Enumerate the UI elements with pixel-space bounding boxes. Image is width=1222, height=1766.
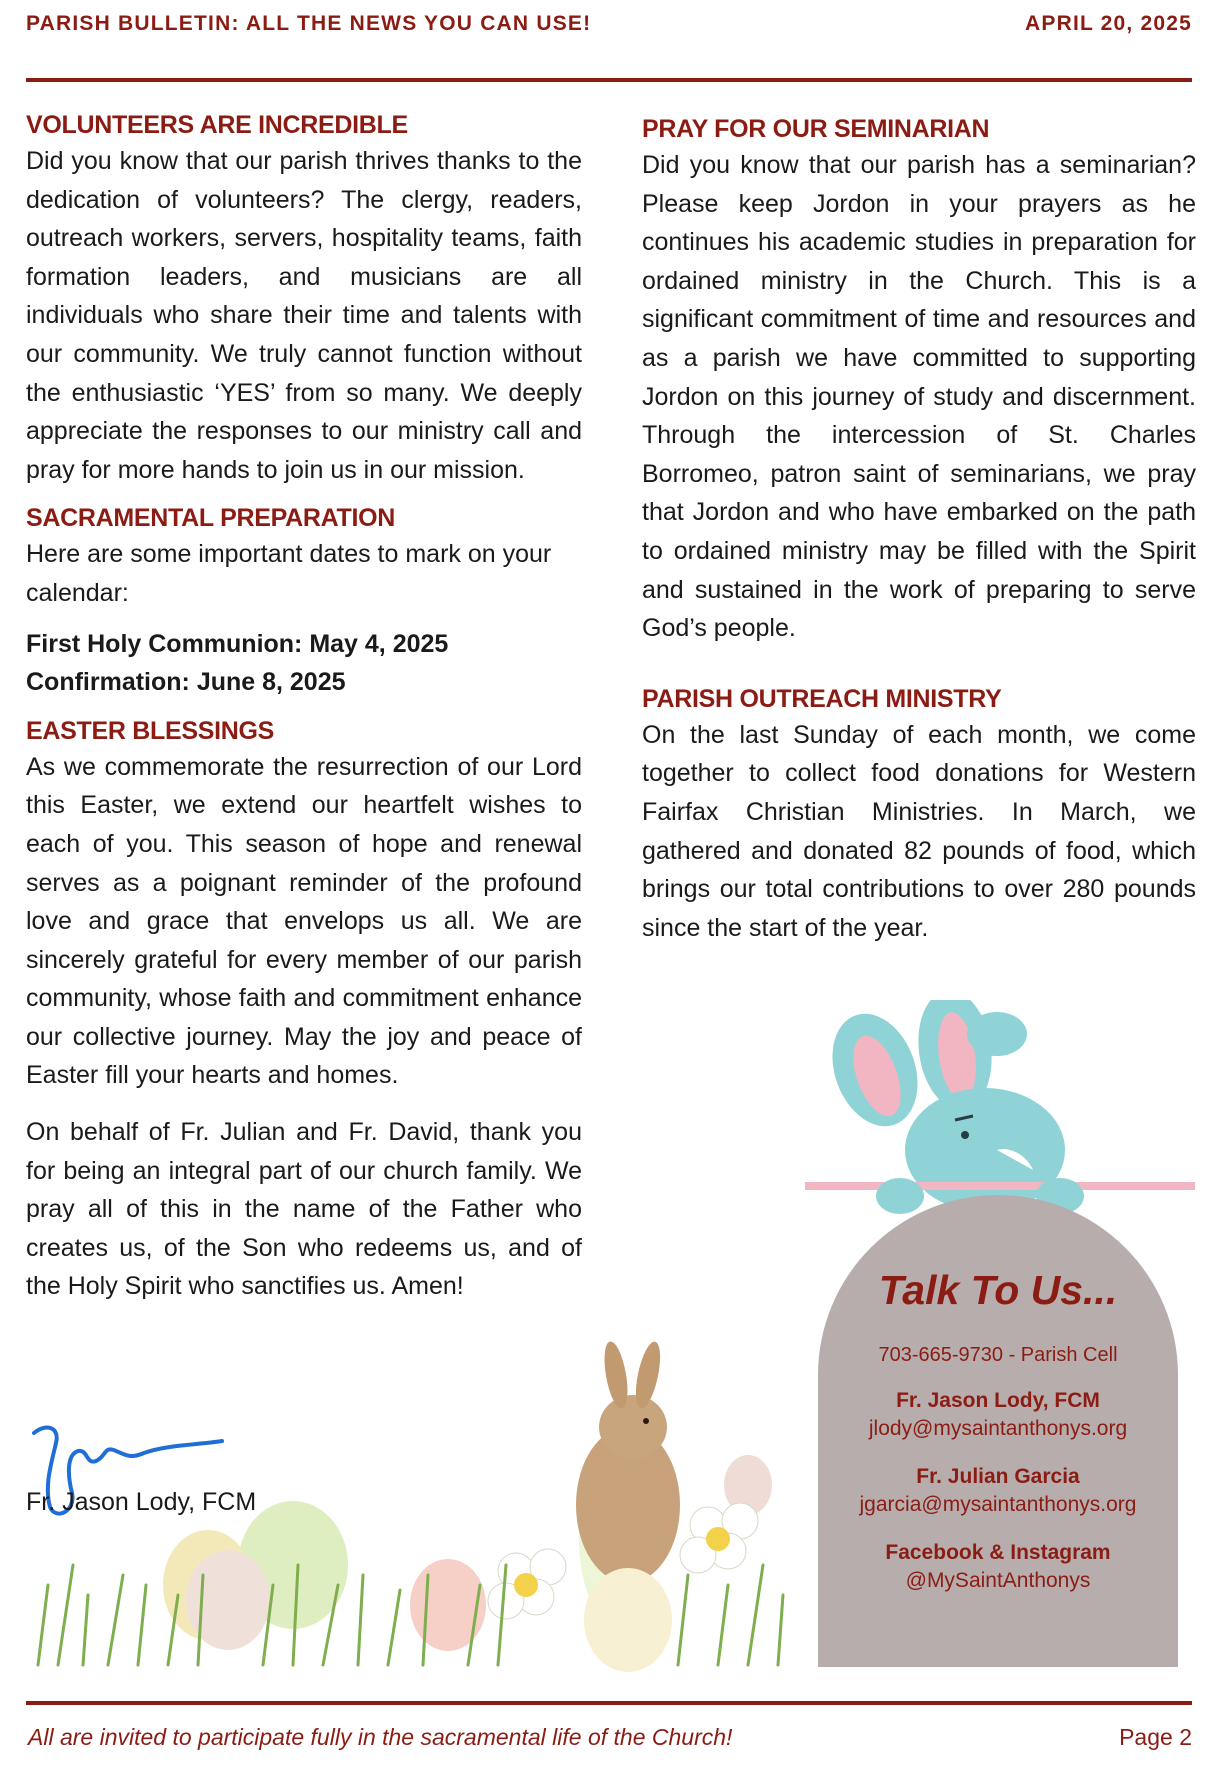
date-confirmation: Confirmation: June 8, 2025 (26, 668, 346, 697)
easter-body-1: As we commemorate the resurrection of our Lord this Easter, we extend our heartfelt wishes to each of you. This season of hope and renewal serves as a poignant reminder of the profound love and grace that envelops us all. We are sincerely grateful for every member of our parish community, whose faith and commitment enhance our collective journey. May the joy and peace of Easter fill your hearts and homes. (26, 752, 582, 1090)
date-first-communion: First Holy Communion: May 4, 2025 (26, 629, 449, 658)
footer-rule (26, 1701, 1192, 1705)
seminarian-heading: PRAY FOR OUR SEMINARIAN (642, 115, 990, 143)
easter-heading: EASTER BLESSINGS (26, 716, 275, 745)
contact-name-lody: Fr. Jason Lody, FCM (896, 1389, 1100, 1412)
bulletin-date: APRIL 20, 2025 (1025, 12, 1192, 35)
contact-email-garcia[interactable]: jgarcia@mysaintanthonys.org (859, 1493, 1137, 1516)
bulletin-title: PARISH BULLETIN: ALL THE NEWS YOU CAN USE! (26, 12, 592, 35)
outreach-body: On the last Sunday of each month, we come together to collect food donations for Western Fairfax Christian Ministries. In March, we gathered and donated 82 pounds of food, which brings our total contributions to over 280 pounds since the start of the year. (642, 720, 1196, 942)
header-rule (26, 78, 1192, 82)
easter-body-2: On behalf of Fr. Julian and Fr. David, thank you for being an integral part of our church family. We pray all of this in the name of the Father who creates us, of the Son who redeems us, and of the Holy Spirit who sanctifies us. Amen! (26, 1118, 582, 1301)
contact-social-label: Facebook & Instagram (885, 1541, 1111, 1564)
right-column (642, 112, 1196, 947)
left-column (26, 108, 582, 1306)
contact-email-lody[interactable]: jlody@mysaintanthonys.org (868, 1417, 1128, 1440)
sacramental-intro: Here are some important dates to mark on your calendar: (26, 540, 552, 607)
sacramental-dates (26, 625, 582, 702)
signature-name: Fr. Jason Lody, FCM (26, 1488, 257, 1516)
seminarian-body: Did you know that our parish has a seminarian? Please keep Jordon in your prayers as he continues his academic studies in preparation for ordained ministry in the Church. This is a significant commitment of time and resources and as a parish we have committed to supporting Jordon on this journey of study and discernment. Through the intercession of St. Charles Borromeo, patron saint of seminarians, we pray that Jordon and who have embarked on the path to ordained ministry may be filled with the Spirit and sustained in the work of preparing to serve God’s people. (642, 151, 1196, 643)
contact-name-garcia: Fr. Julian Garcia (916, 1465, 1080, 1488)
peeking-bunny-illustration (805, 1000, 1195, 1220)
volunteers-heading: VOLUNTEERS ARE INCREDIBLE (26, 111, 408, 139)
outreach-heading: PARISH OUTREACH MINISTRY (642, 684, 1002, 713)
footer-tagline: All are invited to participate fully in the sacramental life of the Church! (28, 1724, 733, 1750)
contact-title: Talk To Us... (878, 1267, 1118, 1313)
contact-phone: 703-665-9730 - Parish Cell (878, 1344, 1118, 1366)
easter-grass-illustration (28, 1335, 798, 1675)
volunteers-body: Did you know that our parish thrives thanks to the dedication of volunteers? The clergy, readers, outreach workers, servers, hospitality teams, faith formation leaders, and musicians are all individuals who share their time and talents with our community. We truly cannot function without the enthusiastic ‘YES’ from so many. We deeply appreciate the responses to our ministry call and pray for more hands to join us in our mission. (26, 147, 582, 484)
contact-social-handle[interactable]: @MySaintAnthonys (905, 1569, 1091, 1592)
page-number: Page 2 (1119, 1724, 1192, 1750)
sacramental-heading: SACRAMENTAL PREPARATION (26, 504, 396, 533)
contact-card (818, 1195, 1178, 1667)
